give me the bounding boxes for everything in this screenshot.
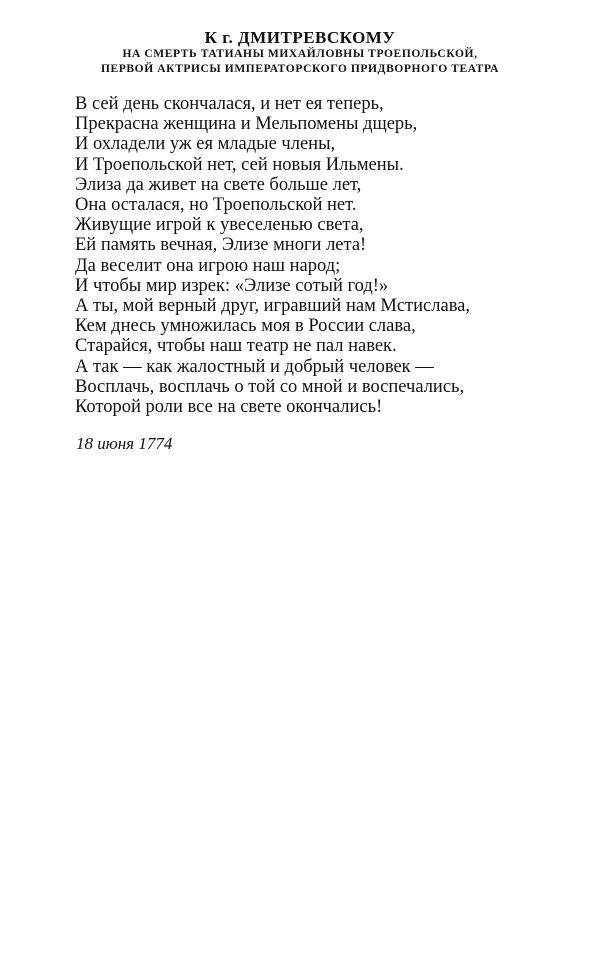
poem-line: Старайся, чтобы наш театр не пал навек.	[75, 336, 397, 357]
poem-subtitle-line-2: ПЕРВОЙ АКТРИСЫ ИМПЕРАТОРСКОГО ПРИДВОРНОГО ТЕАТРА	[100, 63, 500, 75]
poem-subtitle-line-1: НА СМЕРТЬ ТАТИАНЫ МИХАЙЛОВНЫ ТРОЕПОЛЬСКОЙ,	[122, 48, 478, 60]
poem-line: Элиза да живет на свете больше лет,	[75, 174, 362, 195]
poem-line: Кем днесь умножилась моя в России слава,	[75, 316, 416, 337]
poem-line: Да веселит она игрою наш народ;	[75, 255, 341, 276]
poem-line: В сей день скончалася, и нет ея теперь,	[75, 94, 384, 114]
poem-line: Она осталася, но Троепольской нет.	[75, 195, 357, 216]
poem-line: Восплачь, восплачь о той со мной и воспечались,	[75, 376, 465, 397]
poem-line: А ты, мой верный друг, игравший нам Мстислава,	[75, 296, 471, 317]
poem-body	[75, 94, 470, 417]
poem-line: И Троепольской нет, сей новыя Ильмены.	[75, 154, 404, 175]
poem-title: К г. ДМИТРЕВСКОМУ	[204, 28, 396, 47]
poem-date: 18 июня 1774	[76, 434, 173, 453]
poem-line: Ей память вечная, Элизе многи лета!	[75, 235, 367, 256]
poem-line: Которой роли все на свете окончались!	[75, 397, 383, 418]
poem-line: И охладели уж ея младые члены,	[75, 134, 336, 155]
poem-line: И чтобы мир изрек: «Элизе сотый год!»	[75, 275, 389, 296]
poem-line: Прекрасна женщина и Мельпомены дщерь,	[75, 114, 418, 135]
poem-line: Живущие игрой к увеселенью света,	[75, 215, 364, 236]
poem-line: А так — как жалостный и добрый человек —	[75, 356, 434, 377]
